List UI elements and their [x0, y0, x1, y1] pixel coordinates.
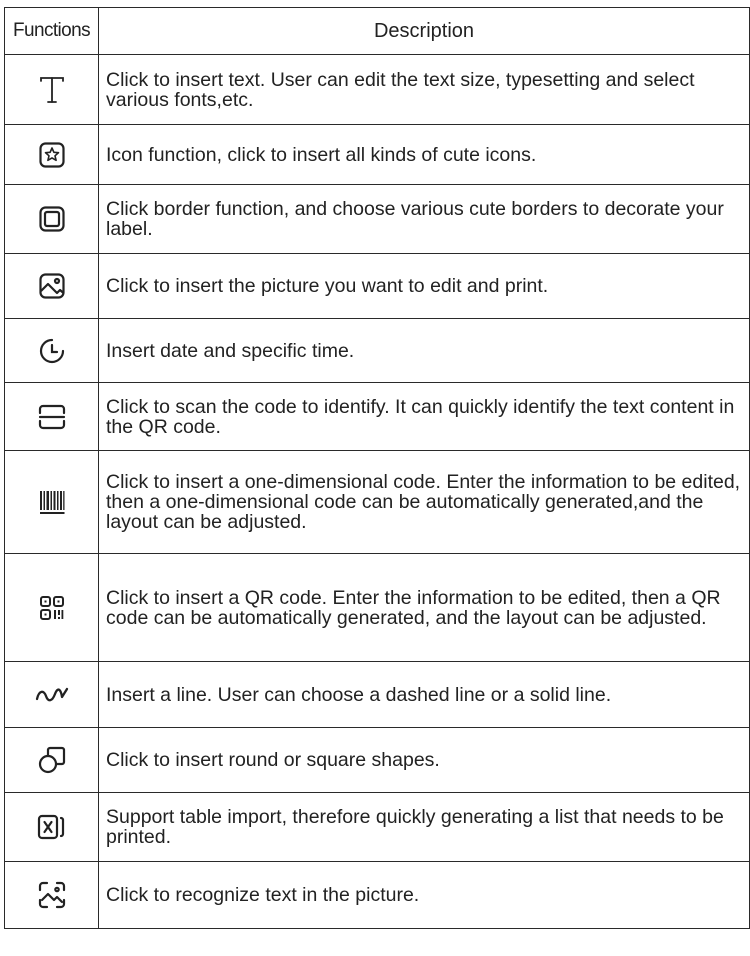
- column-header-functions: Functions: [5, 8, 99, 55]
- border-icon: [38, 205, 66, 233]
- function-description: Click border function, and choose various cute borders to decorate your label.: [99, 185, 750, 254]
- function-description: Click to insert a one-dimensional code. Enter the information to be edited, then a one-dimensional code can be automatically generated,and the layout can be adjusted.: [99, 451, 750, 554]
- star-icon: [38, 141, 66, 169]
- scan-icon: [37, 403, 67, 431]
- table-row: [5, 383, 750, 451]
- clock-icon: [37, 336, 67, 366]
- functions-table-document: [4, 7, 750, 929]
- table-row: [5, 55, 750, 125]
- function-description: Insert a line. User can choose a dashed line or a solid line.: [99, 662, 750, 728]
- barcode-icon: [37, 487, 67, 517]
- table-row: [5, 554, 750, 662]
- table-row: [5, 254, 750, 319]
- function-icon-cell: [5, 662, 99, 728]
- function-icon-cell: [5, 862, 99, 929]
- table-row: [5, 662, 750, 728]
- functions-table: [4, 7, 750, 929]
- line-icon: [34, 684, 70, 706]
- qr-code-icon: [38, 594, 66, 622]
- table-row: [5, 125, 750, 185]
- picture-icon: [38, 272, 66, 300]
- table-row: [5, 451, 750, 554]
- function-icon-cell: [5, 451, 99, 554]
- table-row: [5, 319, 750, 383]
- function-description: Icon function, click to insert all kinds of cute icons.: [99, 125, 750, 185]
- function-description: Click to insert the picture you want to edit and print.: [99, 254, 750, 319]
- function-description: Click to insert text. User can edit the text size, typesetting and select various fonts,etc.: [99, 55, 750, 125]
- function-icon-cell: [5, 793, 99, 862]
- text-icon: [37, 75, 67, 105]
- function-icon-cell: [5, 554, 99, 662]
- shape-icon: [37, 745, 67, 775]
- function-description: Click to recognize text in the picture.: [99, 862, 750, 929]
- table-row: [5, 185, 750, 254]
- function-description: Click to scan the code to identify. It can quickly identify the text content in the QR code.: [99, 383, 750, 451]
- table-row: [5, 862, 750, 929]
- table-row: [5, 728, 750, 793]
- column-header-description: Description: [99, 8, 750, 55]
- function-icon-cell: [5, 383, 99, 451]
- function-icon-cell: [5, 319, 99, 383]
- function-icon-cell: [5, 254, 99, 319]
- table-header-row: [5, 8, 750, 55]
- function-description: Insert date and specific time.: [99, 319, 750, 383]
- function-icon-cell: [5, 125, 99, 185]
- function-icon-cell: [5, 55, 99, 125]
- function-description: Support table import, therefore quickly generating a list that needs to be printed.: [99, 793, 750, 862]
- function-icon-cell: [5, 185, 99, 254]
- function-description: Click to insert round or square shapes.: [99, 728, 750, 793]
- table-row: [5, 793, 750, 862]
- table-import-icon: [36, 813, 68, 841]
- function-description: Click to insert a QR code. Enter the information to be edited, then a QR code can be automatically generated, and the layout can be adjusted.: [99, 554, 750, 662]
- function-icon-cell: [5, 728, 99, 793]
- text-recognition-icon: [37, 880, 67, 910]
